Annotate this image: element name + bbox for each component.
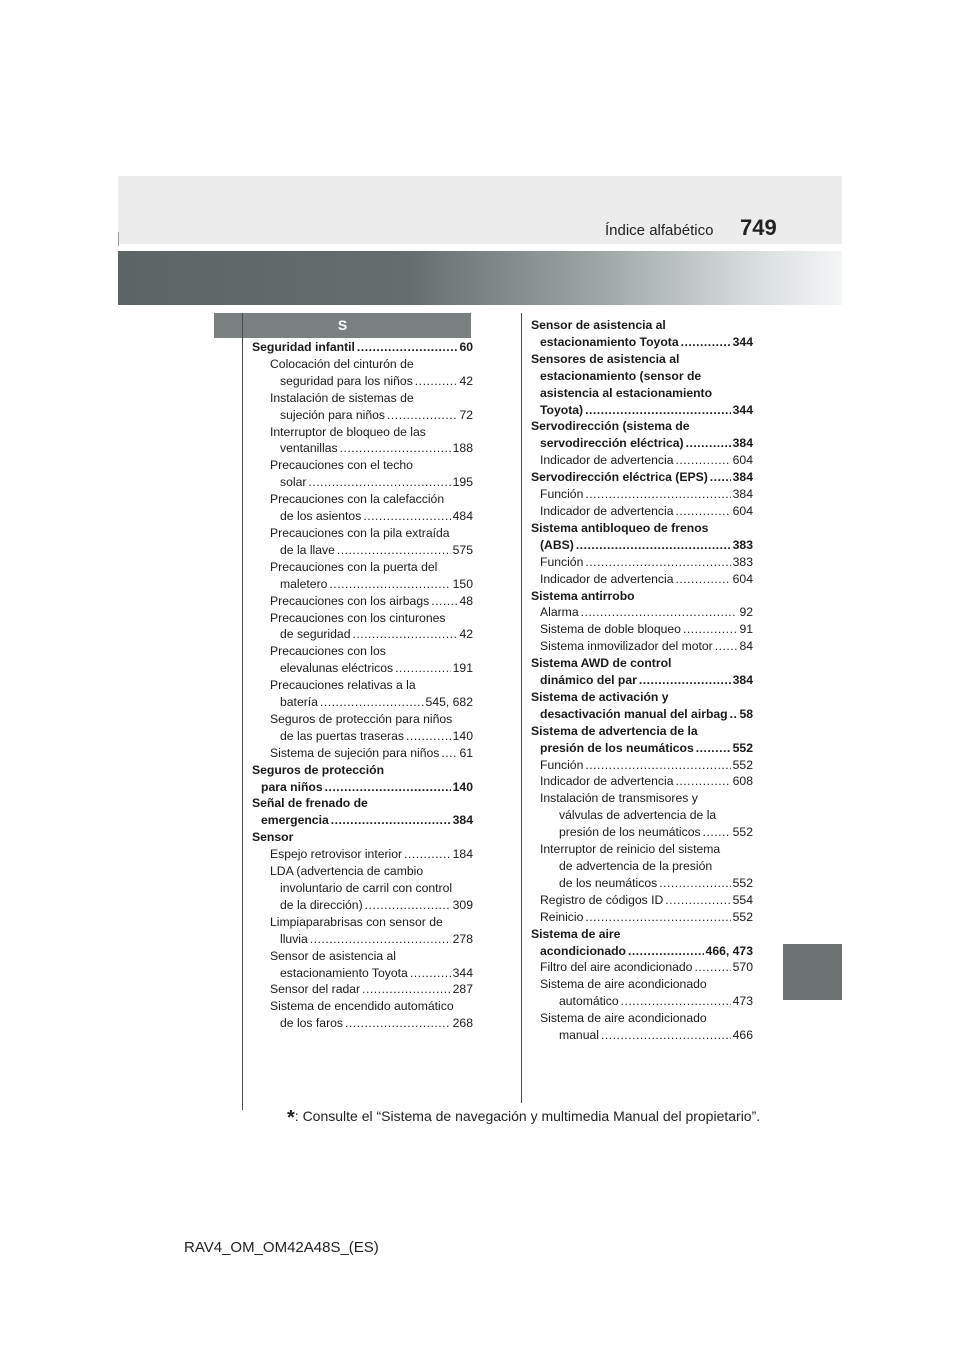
index-entry-page: 484 <box>452 509 473 524</box>
index-entry-page: 383 <box>732 554 753 569</box>
index-entry-term: Precauciones con los <box>270 644 386 659</box>
index-entry <box>531 418 753 435</box>
index-entry <box>531 638 753 655</box>
index-entry-term: para niños <box>261 779 323 794</box>
index-entry-page: 140 <box>452 728 473 743</box>
index-entry <box>252 998 473 1015</box>
index-entry-term: Sensor <box>252 830 294 845</box>
index-entry-term: lluvia <box>280 931 308 946</box>
index-entry <box>252 914 473 931</box>
index-entry-page: 60 <box>459 340 473 354</box>
index-entry <box>252 762 473 779</box>
column-rule-middle <box>521 313 522 1103</box>
index-entry-page: 554 <box>732 892 753 907</box>
index-entry <box>252 576 473 593</box>
index-entry-term: válvulas de advertencia de la <box>559 808 717 823</box>
index-entry-term: Sistema AWD de control <box>531 656 672 671</box>
index-entry <box>252 559 473 576</box>
index-entry <box>252 525 473 542</box>
index-entry <box>531 858 753 875</box>
index-entry <box>531 740 753 757</box>
index-entry-term: seguridad para los niños <box>280 373 413 388</box>
index-entry-term: Instalación de sistemas de <box>270 390 414 405</box>
index-entry <box>531 976 753 993</box>
index-entry <box>252 745 473 762</box>
index-entry-page: 604 <box>732 571 753 586</box>
index-entry-term: estacionamiento (sensor de <box>540 368 702 383</box>
index-entry <box>252 948 473 965</box>
leader-dots <box>431 593 457 610</box>
index-entry-term: Interruptor de bloqueo de las <box>270 424 426 439</box>
index-entry-page: 384 <box>732 470 753 485</box>
index-entry <box>252 542 473 559</box>
index-entry <box>252 440 473 457</box>
index-entry-term: estacionamiento Toyota <box>540 334 679 349</box>
index-entry-page: 278 <box>452 931 473 946</box>
leader-dots <box>410 965 451 982</box>
index-entry-page: 140 <box>452 779 473 794</box>
index-entry <box>252 1015 473 1032</box>
index-entry-term: Sistema de activación y <box>531 689 669 704</box>
index-entry-page: 552 <box>732 825 753 840</box>
index-entry-page: 466 <box>732 1028 753 1043</box>
index-entry-term: Instalación de transmisores y <box>540 791 698 806</box>
index-entry-term: Precauciones con la puerta del <box>270 559 438 574</box>
index-entry-term: presión de los neumáticos <box>559 825 701 840</box>
index-entry <box>531 959 753 976</box>
leader-dots <box>585 402 731 419</box>
index-entry <box>531 706 753 723</box>
index-entry-term: Función <box>540 487 584 502</box>
index-entry-term: Sensor de asistencia al <box>531 318 666 332</box>
index-entry <box>252 373 473 390</box>
index-entry <box>252 457 473 474</box>
index-entry <box>252 390 473 407</box>
index-entry-term: servodirección eléctrica) <box>540 436 684 451</box>
index-entry-term: Sistema antirrobo <box>531 588 635 603</box>
index-entry-page: 545, 682 <box>425 695 473 710</box>
footnote-text: : Consulte el “Sistema de navegación y multimedia Manual del propietario”. <box>294 1108 761 1124</box>
index-entry-term: maletero <box>280 576 328 591</box>
index-entry-term: de la llave <box>280 542 335 557</box>
index-entry <box>531 452 753 469</box>
index-entry-term: Sensor de asistencia al <box>270 948 397 963</box>
index-entry <box>252 795 473 812</box>
letter-tab: S <box>214 313 471 338</box>
leader-dots <box>345 1015 451 1032</box>
index-entry-page: 309 <box>452 897 473 912</box>
leader-dots <box>308 474 450 491</box>
index-entry-page: 150 <box>452 576 473 591</box>
leader-dots <box>675 452 730 469</box>
index-entry-term: Toyota) <box>540 402 584 417</box>
index-entry-term: Servodirección eléctrica (EPS) <box>531 470 708 485</box>
index-entry <box>252 829 473 846</box>
index-entry-term: Colocación del cinturón de <box>270 356 414 371</box>
index-entry <box>531 841 753 858</box>
index-entry <box>252 593 473 610</box>
leader-dots <box>730 706 738 723</box>
index-entry-term: Sensor del radar <box>270 982 361 997</box>
index-entry <box>252 931 473 948</box>
footnote <box>287 1107 760 1130</box>
index-entry-term: Precauciones con los airbags <box>270 593 430 608</box>
index-entry <box>531 571 753 588</box>
index-entry-term: Sistema antibloqueo de frenos <box>531 520 709 535</box>
index-entry-term: estacionamiento Toyota <box>280 965 408 980</box>
index-entry <box>531 604 753 621</box>
leader-dots <box>696 740 731 757</box>
leader-dots <box>683 621 738 638</box>
leader-dots <box>340 440 451 457</box>
index-entry-term: presión de los neumáticos <box>540 740 694 755</box>
index-entry <box>252 694 473 711</box>
index-entry <box>531 824 753 841</box>
index-entry <box>531 385 753 402</box>
index-entry-term: Sistema de aire acondicionado <box>540 1011 707 1026</box>
index-entry-page: 344 <box>732 334 753 349</box>
index-entry <box>252 677 473 694</box>
leader-dots <box>601 1027 731 1044</box>
index-entry-term: Limpiaparabrisas con sensor de <box>270 914 443 929</box>
leader-dots <box>406 728 451 745</box>
index-entry-page: 552 <box>732 875 753 890</box>
index-entry-term: Sistema de encendido automático <box>270 999 454 1014</box>
index-entry <box>531 334 753 351</box>
page-number: 749 <box>740 215 777 240</box>
index-column-left <box>252 339 473 1032</box>
header-band <box>118 176 842 244</box>
index-entry <box>531 317 753 334</box>
index-entry-term: Servodirección (sistema de <box>531 419 690 434</box>
index-entry <box>531 351 753 368</box>
index-entry <box>252 491 473 508</box>
index-entry <box>531 435 753 452</box>
index-entry-term: involuntario de carril con control <box>280 881 453 895</box>
index-entry-page: 384 <box>732 673 753 688</box>
index-entry-page: 58 <box>739 706 753 721</box>
index-entry <box>252 508 473 525</box>
footnote-marker: * <box>287 1107 295 1129</box>
index-entry-page: 61 <box>459 745 473 760</box>
section-title: Índice alfabético <box>605 222 714 239</box>
index-entry-term: automático <box>559 994 619 1009</box>
chapter-thumb-tab <box>783 944 842 1000</box>
index-entry <box>531 469 753 486</box>
index-entry-term: acondicionado <box>540 943 626 958</box>
leader-dots <box>325 779 451 796</box>
index-entry <box>531 1010 753 1027</box>
leader-dots <box>387 407 457 424</box>
index-entry-page: 287 <box>452 982 473 997</box>
index-entry-term: sujeción para niños <box>280 407 386 422</box>
leader-dots <box>585 909 730 926</box>
index-entry-page: 92 <box>739 605 753 620</box>
leader-dots <box>320 694 424 711</box>
leader-dots <box>337 542 451 559</box>
leader-dots <box>576 537 731 554</box>
leader-dots <box>639 672 731 689</box>
index-entry-term: Función <box>540 554 584 569</box>
index-entry-page: 344 <box>452 965 473 980</box>
index-entry-page: 42 <box>459 627 473 642</box>
index-entry-term: de los asientos <box>280 509 362 524</box>
document-code: RAV4_OM_OM42A48S_(ES) <box>184 1239 379 1256</box>
index-entry <box>531 993 753 1010</box>
leader-dots <box>585 554 730 571</box>
index-entry <box>531 689 753 706</box>
index-entry-term: Sistema de doble bloqueo <box>540 622 681 637</box>
index-entry-term: Precauciones con la pila extraída <box>270 525 450 540</box>
chapter-banner <box>118 251 842 305</box>
index-entry-term: Sistema de advertencia de la <box>531 723 698 738</box>
index-entry-term: Seguridad infantil <box>252 340 355 354</box>
index-entry-term: Precauciones con los cinturones <box>270 610 446 625</box>
index-entry-term: Sistema inmovilizador del motor <box>540 639 713 654</box>
index-entry-page: 84 <box>739 639 753 654</box>
index-entry-term: de seguridad <box>280 627 351 642</box>
index-entry <box>531 892 753 909</box>
leader-dots <box>404 846 451 863</box>
leader-dots <box>365 897 451 914</box>
index-entry <box>252 660 473 677</box>
index-entry <box>252 863 473 880</box>
index-entry <box>252 339 473 356</box>
index-entry-term: Registro de códigos ID <box>540 892 664 907</box>
leader-dots <box>441 745 457 762</box>
index-entry <box>252 711 473 728</box>
leader-dots <box>581 604 738 621</box>
leader-dots <box>703 824 731 841</box>
index-entry-page: 604 <box>732 503 753 518</box>
index-entry-page: 384 <box>732 436 753 451</box>
index-entry-page: 552 <box>732 909 753 924</box>
index-entry-term: Función <box>540 757 584 772</box>
leader-dots <box>694 959 730 976</box>
index-entry-term: Interruptor de reinicio del sistema <box>540 842 721 857</box>
index-entry <box>531 723 753 740</box>
index-entry <box>252 981 473 998</box>
index-entry-page: 473 <box>732 994 753 1009</box>
leader-dots <box>675 503 730 520</box>
index-entry-term: Seguros de protección para niños <box>270 711 453 726</box>
index-entry <box>531 672 753 689</box>
index-entry <box>252 897 473 914</box>
index-entry-term: Indicador de advertencia <box>540 774 674 789</box>
index-entry-term: Precauciones con el techo <box>270 458 413 473</box>
leader-dots <box>362 981 451 998</box>
index-entry-page: 608 <box>732 774 753 789</box>
index-entry-page: 42 <box>459 373 473 388</box>
index-entry-term: Alarma <box>540 605 579 620</box>
index-entry-page: 268 <box>452 1016 473 1031</box>
index-entry <box>252 812 473 829</box>
index-entry <box>531 757 753 774</box>
index-entry-term: Filtro del aire acondicionado <box>540 960 693 975</box>
leader-dots <box>363 508 450 525</box>
index-entry <box>531 368 753 385</box>
leader-dots <box>585 757 730 774</box>
index-entry-page: 48 <box>459 593 473 608</box>
leader-dots <box>585 486 730 503</box>
index-entry <box>252 356 473 373</box>
index-entry <box>531 520 753 537</box>
index-entry-term: LDA (advertencia de cambio <box>270 864 424 879</box>
leader-dots <box>665 892 730 909</box>
leader-dots <box>621 993 731 1010</box>
index-entry <box>531 926 753 943</box>
index-entry-term: de las puertas traseras <box>280 728 404 743</box>
index-entry <box>252 610 473 627</box>
index-entry-page: 191 <box>452 661 473 676</box>
index-entry-term: Seguros de protección <box>252 762 385 777</box>
index-entry <box>531 909 753 926</box>
index-entry-term: Sistema de aire acondicionado <box>540 977 707 992</box>
index-entry-page: 91 <box>739 622 753 637</box>
index-entry-term: emergencia <box>261 813 329 828</box>
index-entry-page: 195 <box>452 475 473 490</box>
index-entry <box>531 554 753 571</box>
leader-dots <box>310 931 451 948</box>
leader-dots <box>395 660 451 677</box>
index-entry-term: solar <box>280 475 307 490</box>
leader-dots <box>628 943 704 960</box>
index-entry <box>252 626 473 643</box>
index-entry <box>531 503 753 520</box>
index-entry-term: Indicador de advertencia <box>540 571 674 586</box>
index-entry <box>531 486 753 503</box>
index-entry-page: 344 <box>732 402 753 417</box>
index-entry-page: 575 <box>452 542 473 557</box>
index-entry <box>252 728 473 745</box>
index-entry-term: de los neumáticos <box>559 875 658 890</box>
index-entry-term: Espejo retrovisor interior <box>270 847 403 862</box>
index-entry <box>252 474 473 491</box>
index-entry-term: Indicador de advertencia <box>540 503 674 518</box>
index-entry-page: 72 <box>459 407 473 422</box>
index-entry <box>252 407 473 424</box>
index-entry-page: 466, 473 <box>705 943 753 958</box>
leader-dots <box>415 373 458 390</box>
leader-dots <box>329 576 450 593</box>
index-entry <box>252 424 473 441</box>
index-entry-term: de los faros <box>280 1016 344 1031</box>
index-column-right <box>531 317 753 1044</box>
index-entry <box>252 880 473 897</box>
index-entry <box>252 846 473 863</box>
index-entry-page: 384 <box>732 487 753 502</box>
index-entry <box>252 779 473 796</box>
index-entry-page: 383 <box>732 537 753 552</box>
index-entry-term: Precauciones relativas a la <box>270 678 416 693</box>
index-entry <box>531 402 753 419</box>
index-entry-term: Señal de frenado de <box>252 796 368 811</box>
leader-dots <box>659 875 730 892</box>
column-rule-left <box>242 313 243 1110</box>
index-entry-term: de advertencia de la presión <box>559 859 713 873</box>
leader-dots <box>357 339 458 356</box>
leader-dots <box>675 773 730 790</box>
index-entry-term: Sistema de sujeción para niños <box>270 745 440 760</box>
leader-dots <box>675 571 730 588</box>
index-entry-page: 604 <box>732 453 753 468</box>
index-entry <box>252 643 473 660</box>
leader-dots <box>681 334 731 351</box>
index-entry-page: 552 <box>732 740 753 755</box>
index-entry-page: 552 <box>732 757 753 772</box>
leader-dots <box>686 435 731 452</box>
index-entry-term: Reinicio <box>540 909 584 924</box>
index-entry-term: Sensores de asistencia al <box>531 351 680 366</box>
index-entry-term: (ABS) <box>540 537 574 552</box>
index-entry <box>252 965 473 982</box>
leader-dots <box>352 626 457 643</box>
index-entry-page: 188 <box>452 441 473 456</box>
index-entry-term: elevalunas eléctricos <box>280 661 394 676</box>
index-entry-term: ventanillas <box>280 441 338 456</box>
index-entry <box>531 1027 753 1044</box>
index-entry-page: 184 <box>452 847 473 862</box>
index-entry <box>531 537 753 554</box>
index-entry-term: asistencia al estacionamiento <box>540 385 713 400</box>
index-entry-term: Precauciones con la calefacción <box>270 492 445 507</box>
leader-dots <box>710 469 731 486</box>
index-entry-term: desactivación manual del airbag <box>540 706 728 721</box>
index-entry <box>531 790 753 807</box>
index-entry <box>531 655 753 672</box>
index-entry-page: 384 <box>452 813 473 828</box>
index-entry <box>531 943 753 960</box>
index-entry-term: Sistema de aire <box>531 926 621 941</box>
index-entry <box>531 588 753 605</box>
index-entry <box>531 807 753 824</box>
index-entry-term: Indicador de advertencia <box>540 453 674 468</box>
index-entry-page: 570 <box>732 960 753 975</box>
index-entry <box>531 621 753 638</box>
leader-dots <box>715 638 738 655</box>
index-entry-term: de la dirección) <box>280 897 363 912</box>
leader-dots <box>331 812 451 829</box>
index-entry-term: manual <box>559 1028 599 1043</box>
index-entry-term: batería <box>280 695 318 710</box>
index-entry-term: dinámico del par <box>540 673 637 688</box>
header-divider <box>118 232 119 246</box>
index-entry <box>531 773 753 790</box>
index-entry <box>531 875 753 892</box>
